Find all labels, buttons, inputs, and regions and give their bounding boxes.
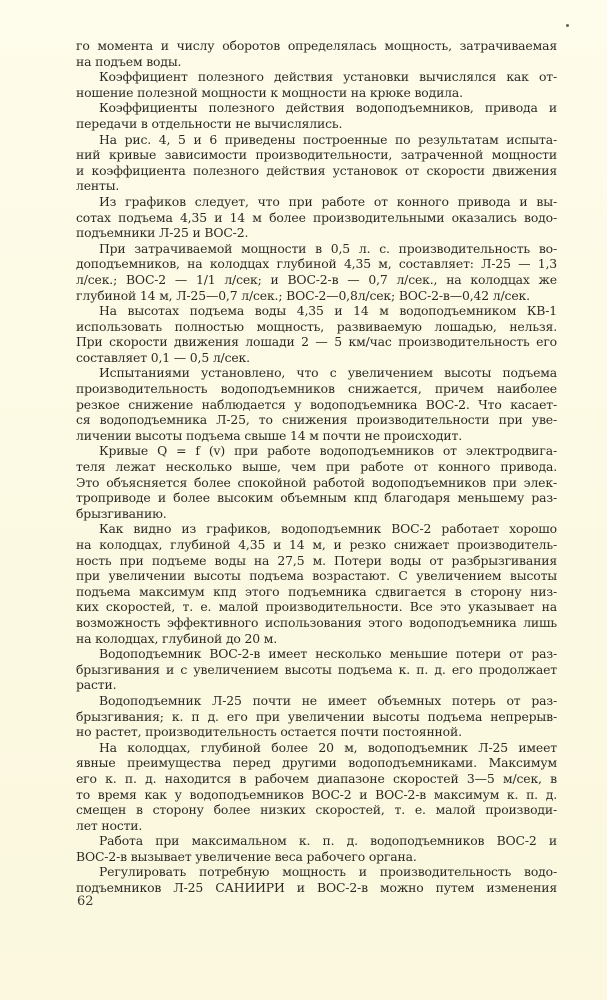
paragraph [76, 365, 557, 443]
text-line: ность при подъеме воды на 27,5 м. Потери воды от разбрызгивания [76, 552, 557, 568]
text-line: На колодцах, глубиной более 20 м, водоподъемник Л-25 имеет [99, 739, 557, 755]
text-line: Коэффициенты полезного действия водоподъемников, привода и [99, 100, 557, 116]
paragraph [76, 864, 557, 895]
text-line: Работа при максимальном к. п. д. водоподъемников ВОС-2 и [99, 833, 557, 849]
text-line: теля лежат несколько выше, чем при работе от конного привода. [76, 459, 557, 475]
text-line: передачи в отдельности не вычислялись. [76, 115, 343, 131]
text-line: подъемников Л-25 САНИИРИ и ВОС-2-в можно путем изменения [76, 880, 557, 896]
text-line: сотах подъема 4,35 и 14 м более производительными оказались водо- [76, 209, 557, 225]
text-line: Водоподъемник Л-25 почти не имеет объемных потерь от раз- [99, 692, 557, 708]
text-line: брызгивания и с увеличением высоты подъема к. п. д. его продолжает [76, 661, 557, 677]
text-line: производительность водоподъемников снижается, причем наиболее [76, 381, 557, 397]
paragraph [76, 132, 557, 194]
text-line: Это объясняется более спокойной работой водоподъемников при элек- [76, 474, 557, 490]
text-line: ний кривые зависимости производительности, затраченной мощности [76, 147, 557, 163]
text-line: ВОС-2-в вызывает увеличение веса рабочего органа. [76, 848, 417, 864]
text-line: глубиной 14 м, Л-25—0,7 л/сек.; ВОС-2—0,8л/сек; ВОС-2-в—0,42 л/сек. [76, 287, 530, 303]
text-line: брызгивания; к. п д. его при увеличении высоты подъема непрерыв- [76, 708, 557, 724]
text-line: на подъем воды. [76, 53, 182, 69]
text-line: ленты. [76, 178, 120, 194]
text-line: Регулировать потребную мощность и производительность водо- [99, 864, 557, 880]
text-line: лет ности. [76, 817, 143, 833]
text-line: го момента и числу оборотов определялась мощность, затрачиваемая [76, 38, 557, 53]
text-line: На рис. 4, 5 и 6 приведены построенные по результатам испыта- [99, 131, 557, 147]
paragraph [76, 833, 557, 864]
text-line: при увеличении высоты подъема возрастают. С увеличением высоты [76, 568, 557, 584]
text-line: Испытаниями установлено, что с увеличением высоты подъема [99, 365, 557, 381]
text-line: смещен в сторону более низких скоростей, т. е. малой производи- [76, 802, 557, 818]
text-line: ношение полезной мощности к мощности на крюке водила. [76, 84, 463, 100]
text-line: ких скоростей, т. е. малой производительности. Все это указывает на [76, 599, 557, 615]
print-speck [566, 24, 569, 27]
text-line: Из графиков следует, что при работе от конного привода и вы- [99, 193, 557, 209]
paragraph [76, 241, 557, 303]
paragraph [76, 740, 557, 834]
text-line: брызгиванию. [76, 505, 167, 521]
paragraph [76, 100, 557, 131]
text-line: личении высоты подъема свыше 14 м почти не происходит. [76, 427, 463, 443]
paragraph [76, 69, 557, 100]
page-number: 62 [77, 894, 94, 909]
body-text [76, 38, 557, 896]
text-line: но растет, производительность остается почти постоянной. [76, 724, 462, 740]
paragraph [76, 194, 557, 241]
text-line: троприводе и более высоким объемным кпд благодаря меньшему раз- [76, 490, 557, 506]
text-line: и коэффициента полезного действия установок от скорости движения [76, 162, 557, 178]
text-line: то время как у водоподъемников ВОС-2 и ВОС-2-в максимум к. п. д. [76, 786, 557, 802]
paragraph [76, 443, 557, 521]
text-line: составляет 0,1 — 0,5 л/сек. [76, 349, 250, 365]
text-line: использовать полностью мощность, развиваемую лошадью, нельзя. [76, 318, 557, 334]
text-line: на колодцах, глубиной 4,35 и 14 м, и резко снижает производитель- [76, 537, 557, 552]
text-line: возможность эффективного использования этого водоподъемника лишь [76, 614, 557, 630]
paragraph [76, 38, 557, 69]
text-line: его к. п. д. находится в рабочем диапазоне скоростей 3—5 м/сек, в [76, 770, 557, 786]
text-line: Водоподъемник ВОС-2-в имеет несколько меньшие потери от раз- [99, 646, 557, 662]
text-line: Как видно из графиков, водоподъемник ВОС-2 работает хорошо [99, 521, 557, 537]
text-line: доподъемников, на колодцах глубиной 4,35 м, составляет: Л-25 — 1,3 [76, 256, 557, 272]
text-line: явные преимущества перед другими водоподъемниками. Максимум [76, 755, 557, 771]
text-line: расти. [76, 677, 117, 693]
text-line: Кривые Q = f (v) при работе водоподъемников от электродвига- [99, 443, 557, 459]
paragraph [76, 693, 557, 740]
text-line: на колодцах, глубиной до 20 м. [76, 630, 278, 646]
paragraph [76, 646, 557, 693]
text-line: На высотах подъема воды 4,35 и 14 м водоподъемником КВ-1 [99, 303, 557, 319]
text-line: л/сек.; ВОС-2 — 1/1 л/сек; и ВОС-2-в — 0,7 л/сек., на колодцах же [76, 271, 557, 287]
paragraph [76, 303, 557, 365]
text-line: При затрачиваемой мощности в 0,5 л. с. производительность во- [99, 240, 557, 256]
text-line: подъемники Л-25 и ВОС-2. [76, 225, 249, 241]
text-line: ся водоподъемника Л-25, то снижения производительности при уве- [76, 412, 557, 428]
text-line: резкое снижение наблюдается у водоподъемника ВОС-2. Что касает- [76, 396, 557, 412]
text-line: Коэффициент полезного действия установки вычислялся как от- [99, 69, 557, 85]
text-line: подъема максимум кпд этого подъемника сдвигается в сторону низ- [76, 583, 557, 599]
paragraph [76, 521, 557, 646]
text-line: При скорости движения лошади 2 — 5 км/час производительность его [76, 334, 557, 350]
